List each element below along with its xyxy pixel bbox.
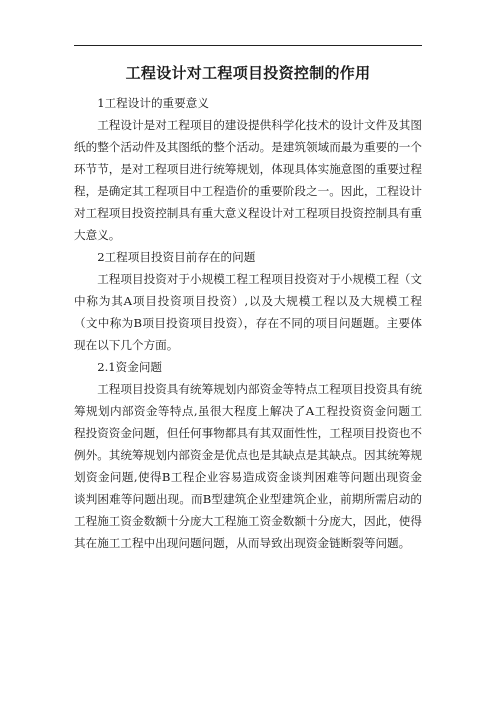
document-title: 工程设计对工程项目投资控制的作用 (125, 64, 371, 82)
section-heading-1: 1工程设计的重要意义 (97, 96, 209, 110)
section-1-paragraph: 工程设计是对工程项目的建设提供科学化技术的设计文件及其图纸的整个活动件及其图纸的整个活动。是建筑领域而最为重要的一个环节节，是对工程项目进行统筹规划，体现具体实施意图的重要过程程，是确定其工程项目中工程造价的重要阶段之一。因此，工程设计对工程项目投资控制具有重大意义程设计对工程项目投资控制具有重大意义。 (74, 118, 422, 242)
section-heading-2-1: 2.1资金问题 (97, 360, 163, 374)
section-heading-2: 2工程项目投资目前存在的问题 (97, 250, 256, 264)
section-2-paragraph: 工程项目投资对于小规模工程工程项目投资对于小规模工程（文中称为其A项目投资项目投资）,以及大规模工程以及大规模工程（文中称为B项目投资项目投资），存在不同的项目问题题。主要体现在以下几个方面。 (74, 272, 422, 352)
header-rule (74, 45, 422, 46)
section-2-1-paragraph: 工程项目投资具有统筹规划内部资金等特点工程项目投资具有统筹规划内部资金等特点,虽很大程度上解决了A工程投资资金问题工程投资资金问题，但任何事物都具有其双面性性，工程项目投资也不例外。其统筹规划内部资金是优点也是其缺点是其缺点。因其统筹规划资金问题,使得B工程企业容易造成资金谈判困难等问题出现资金谈判困难等问题出现。而B型建筑企业型建筑企业，前期所需启动的工程施工资金数额十分庞大工程施工资金数额十分庞大，因此，使得其在施工工程中出现问题问题，从而导致出现资金链断裂等问题。 (74, 382, 422, 550)
document-body (74, 92, 422, 554)
